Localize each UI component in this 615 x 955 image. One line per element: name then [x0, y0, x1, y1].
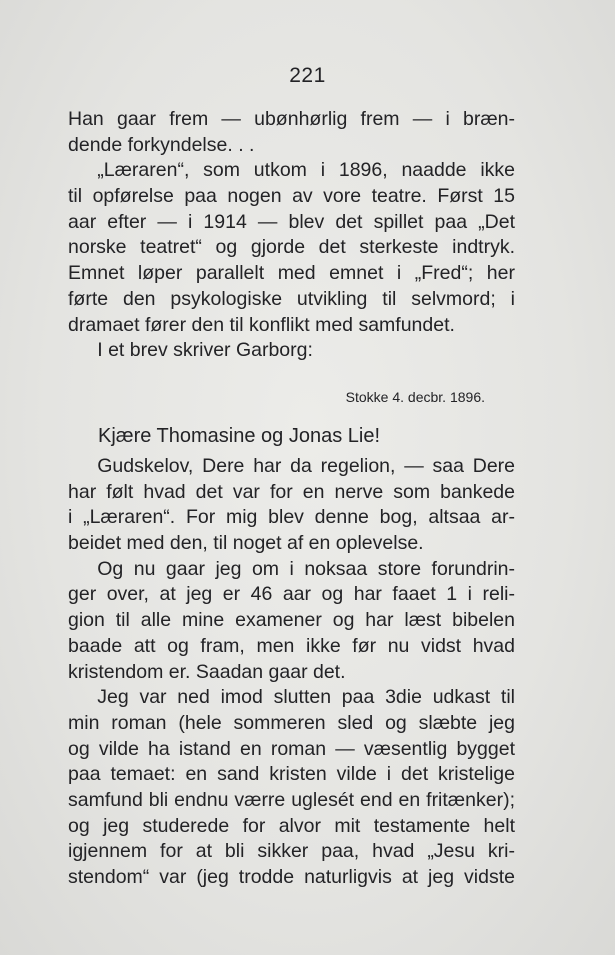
letter [68, 386, 515, 891]
text-line: aar efter — i 1914 — blev det spillet paa „Det [68, 210, 515, 233]
text-line: „Læraren“, som utkom i 1896, naadde ikke [97, 159, 515, 182]
text-line: gion til alle mine examener og har læst bibelen [68, 609, 515, 632]
text-line: og vilde ha istand en roman — væsentlig bygget [68, 737, 515, 760]
text-line: Og nu gaar jeg om i noksaa store forundrin- [97, 557, 515, 580]
text-line: til opførelse paa nogen av vore teatre. Først 15 [68, 185, 515, 208]
text-line: baade att og fram, men ikke før nu vidst hvad [68, 634, 515, 657]
text-line: Jeg var ned imod slutten paa 3die udkast til [97, 686, 515, 709]
text-line: har følt hvad det var for en nerve som bankede [68, 480, 515, 503]
text-line: I et brev skriver Garborg: [97, 339, 313, 362]
text-line: paa temaet: en sand kristen vilde i det kristelige [68, 763, 515, 786]
text-line: i „Læraren“. For mig blev denne bog, altsaa ar- [68, 506, 515, 529]
text-line: ger over, at jeg er 46 aar og har faaet 1 i reli- [68, 583, 515, 606]
text-line: dende forkyndelse. . . [68, 133, 255, 156]
text-line: førte den psykologiske utvikling til selvmord; i [68, 287, 515, 310]
page-number: 221 [289, 64, 326, 87]
text-line: norske teatret“ og gjorde det sterkeste indtryk. [68, 236, 515, 259]
text-line: stendom“ var (jeg trodde naturligvis at jeg vidste [68, 866, 515, 888]
text-line: igjennem for at bli sikker paa, hvad „Jesu kri- [68, 840, 515, 863]
text-line: kristendom er. Saadan gaar det. [68, 660, 346, 683]
text-line: beidet med den, til noget af en oplevelse. [68, 532, 424, 555]
text-line: Han gaar frem — ubønhørlig frem — i bræn- [68, 108, 515, 130]
text-line: Emnet løper parallelt med emnet i „Fred“; her [68, 262, 515, 285]
text-line: samfund bli endnu værre uglesét end en fritænker); [68, 788, 515, 811]
text-line: dramaet fører den til konflikt med samfundet. [68, 313, 455, 336]
letter-dateline: Stokke 4. decbr. 1896. [345, 389, 485, 405]
letter-salutation: Kjære Thomasine og Jonas Lie! [98, 425, 381, 447]
body-text [68, 107, 515, 364]
text-line: Gudskelov, Dere har da regelion, — saa Dere [97, 455, 515, 477]
text-line: min roman (hele sommeren sled og slæbte jeg [68, 711, 515, 734]
text-line: og jeg studerede for alvor mit testamente helt [68, 814, 515, 837]
